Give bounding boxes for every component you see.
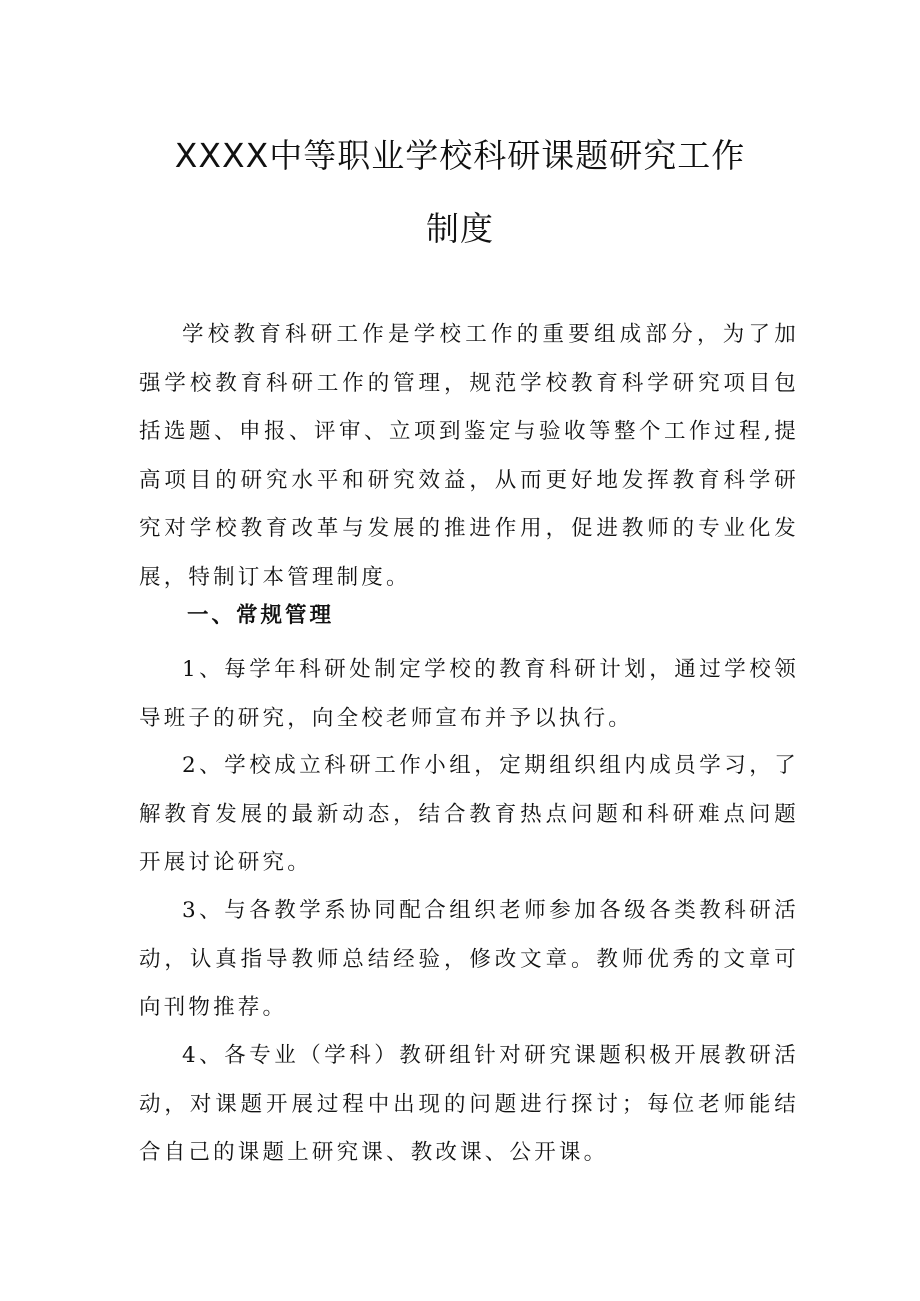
section-item-1: 1、每学年科研处制定学校的教育科研计划，通过学校领导班子的研究，向全校老师宣布并予以执行。 — [139, 657, 799, 731]
section-item-3: 3、与各教学系协同配合组织老师参加各级各类教科研活动，认真指导教师总结经验，修改文章。教师优秀的文章可向刊物推荐。 — [139, 898, 799, 1020]
document-title-line-1: XXXX中等职业学校科研课题研究工作 — [174, 136, 746, 175]
section-heading-routine-management: 一、常规管理 — [187, 603, 335, 628]
section-item-4: 4、各专业（学科）教研组针对研究课题积极开展教研活动，对课题开展过程中出现的问题进行探讨；每位老师能结合自己的课题上研究课、教改课、公开课。 — [139, 1043, 799, 1165]
section-item-2: 2、学校成立科研工作小组，定期组织组内成员学习，了解教育发展的最新动态，结合教育热点问题和科研难点问题开展讨论研究。 — [139, 753, 799, 875]
document-title-line-2: 制度 — [426, 209, 494, 248]
intro-paragraph: 学校教育科研工作是学校工作的重要组成部分，为了加强学校教育科研工作的管理，规范学校教育科学研究项目包括选题、申报、评审、立项到鉴定与验收等整个工作过程,提高项目的研究水平和研究效益，从而更好地发挥教育科学研究对学校教育改革与发展的推进作用，促进教师的专业化发展，特制订本管理制度。 — [139, 322, 799, 590]
